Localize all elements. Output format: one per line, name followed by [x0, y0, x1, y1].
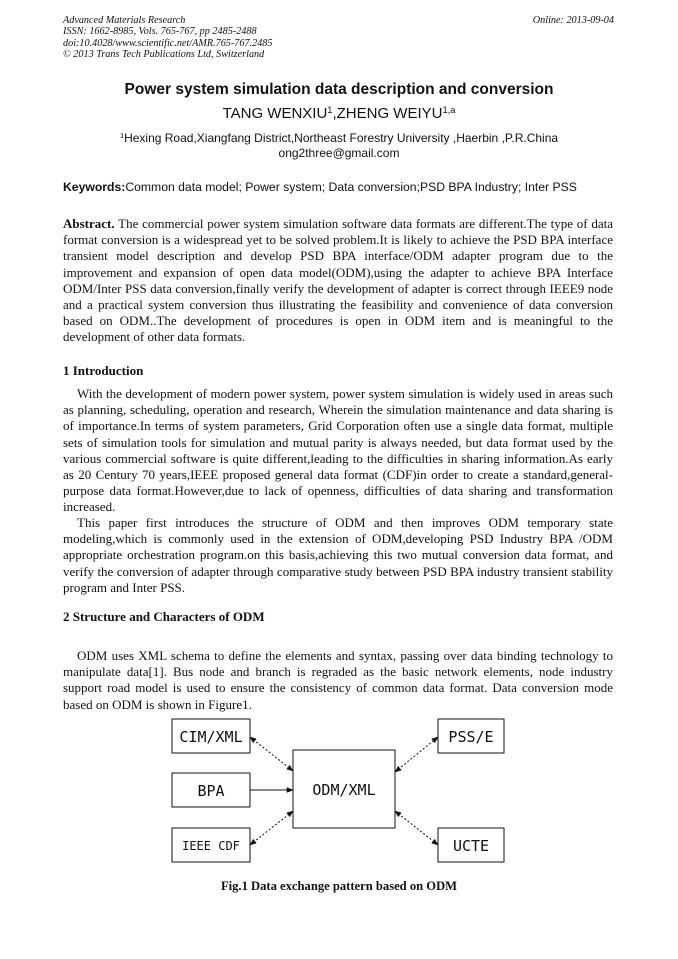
author-separator: ,	[332, 105, 337, 122]
connector-odm-ucte	[395, 811, 438, 845]
label-cim-xml: CIM/XML	[179, 728, 243, 746]
paper-title: Power system simulation data description and conversion	[124, 81, 554, 98]
author-first-sup: 1	[327, 104, 333, 115]
section-heading-odm: 2 Structure and Characters of ODM	[63, 609, 265, 624]
label-odm-xml: ODM/XML	[312, 781, 376, 799]
author-second-sup: 1,a	[442, 104, 456, 115]
affiliation-sup: 1	[119, 130, 125, 140]
connector-ieee-odm	[250, 811, 293, 845]
label-ucte: UCTE	[452, 837, 490, 855]
keywords-text: Common data model; Power system; Data conversion;PSD BPA Industry; Inter PSS	[125, 180, 577, 194]
intro-paragraph-1: With the development of modern power system, power system simulation is widely used in areas such as planning, scheduling, operation and research, Wherein the simulation maintenance and data sharing is of importance.In terms of system parameters, Grid Corporation often use a single data format, multiple sets of simulation tools for simulation and mutual parity is always needed, but data format used by the various commercial software is quite different,leading to the difficulties in sharing information.As early as 20 Century 70 years,IEEE proposed general data format (CDF)in order to create a standard,general-purpose data format.However,due to lack of openness, difficulties of data sharing and transformation increased.	[63, 386, 613, 515]
abstract-text: The commercial power system simulation software data formats are different.The type of data format conversion is a widespread yet to be solved problem.It is likely to achieve the PSD BPA interface transient model description and develop PSD BPA interface/ODM adapter program due to the improvement and expansion of open data model(ODM),using the adapter to achieve BPA Interface ODM/Inter PSS data conversion,finally verify the development of adapter is correct through IEEE9 node and a practical system conversion thus illustrating the feasibility and convenience of data conversion based on ODM..The development of procedures is open in ODM item and is meaningful to the development of other data formats.	[63, 216, 613, 345]
author-email: ong2three@gmail.com	[278, 146, 400, 160]
abstract-label: Abstract.	[63, 216, 115, 231]
intro-paragraph-2: This paper first introduces the structure of ODM and then improves ODM temporary state modeling,which is commonly used in the extension of ODM,developing PSD Industry BPA /ODM appropriate orchestration program.on this basis,achieving this two mutual conversion data format, and verify the conversion of adapter through comparative study between PSD BPA industry transient stability program and Inter PSS.	[63, 515, 613, 595]
section-heading-introduction: 1 Introduction	[63, 363, 144, 378]
label-bpa: BPA	[197, 782, 225, 800]
keywords-label: Keywords:	[63, 180, 126, 194]
odm-paragraph-1: ODM uses XML schema to define the elements and syntax, passing over data binding technology to manipulate data[1]. Bus node and branch is regraded as the basic network elements, node industry support road model is used to ensure the consistency of common data format. Data conversion mode based on ODM is shown in Figure1.	[63, 648, 613, 712]
journal-name: Advanced Materials Research	[63, 15, 186, 26]
copyright-line: © 2013 Trans Tech Publications Ltd, Switzerland	[63, 49, 265, 61]
label-ieee-cdf: IEEE CDF	[182, 839, 240, 853]
connector-odm-psse	[395, 737, 438, 772]
label-pss-e: PSS/E	[448, 728, 494, 746]
affiliation-address: Hexing Road,Xiangfang District,Northeast Forestry University ,Haerbin ,P.R.China	[124, 131, 559, 145]
connector-cim-odm	[250, 737, 293, 771]
author-first: TANG WENXIU	[222, 105, 328, 122]
issn-line: ISSN: 1662-8985, Vols. 765-767, pp 2485-2488	[63, 26, 257, 38]
doi-line: doi:10.4028/www.scientific.net/AMR.765-767.2485	[63, 37, 273, 49]
figure-caption: Fig.1 Data exchange pattern based on ODM	[220, 879, 458, 893]
author-second: ZHENG WEIYU	[336, 105, 443, 122]
online-date: Online: 2013-09-04	[532, 15, 614, 26]
